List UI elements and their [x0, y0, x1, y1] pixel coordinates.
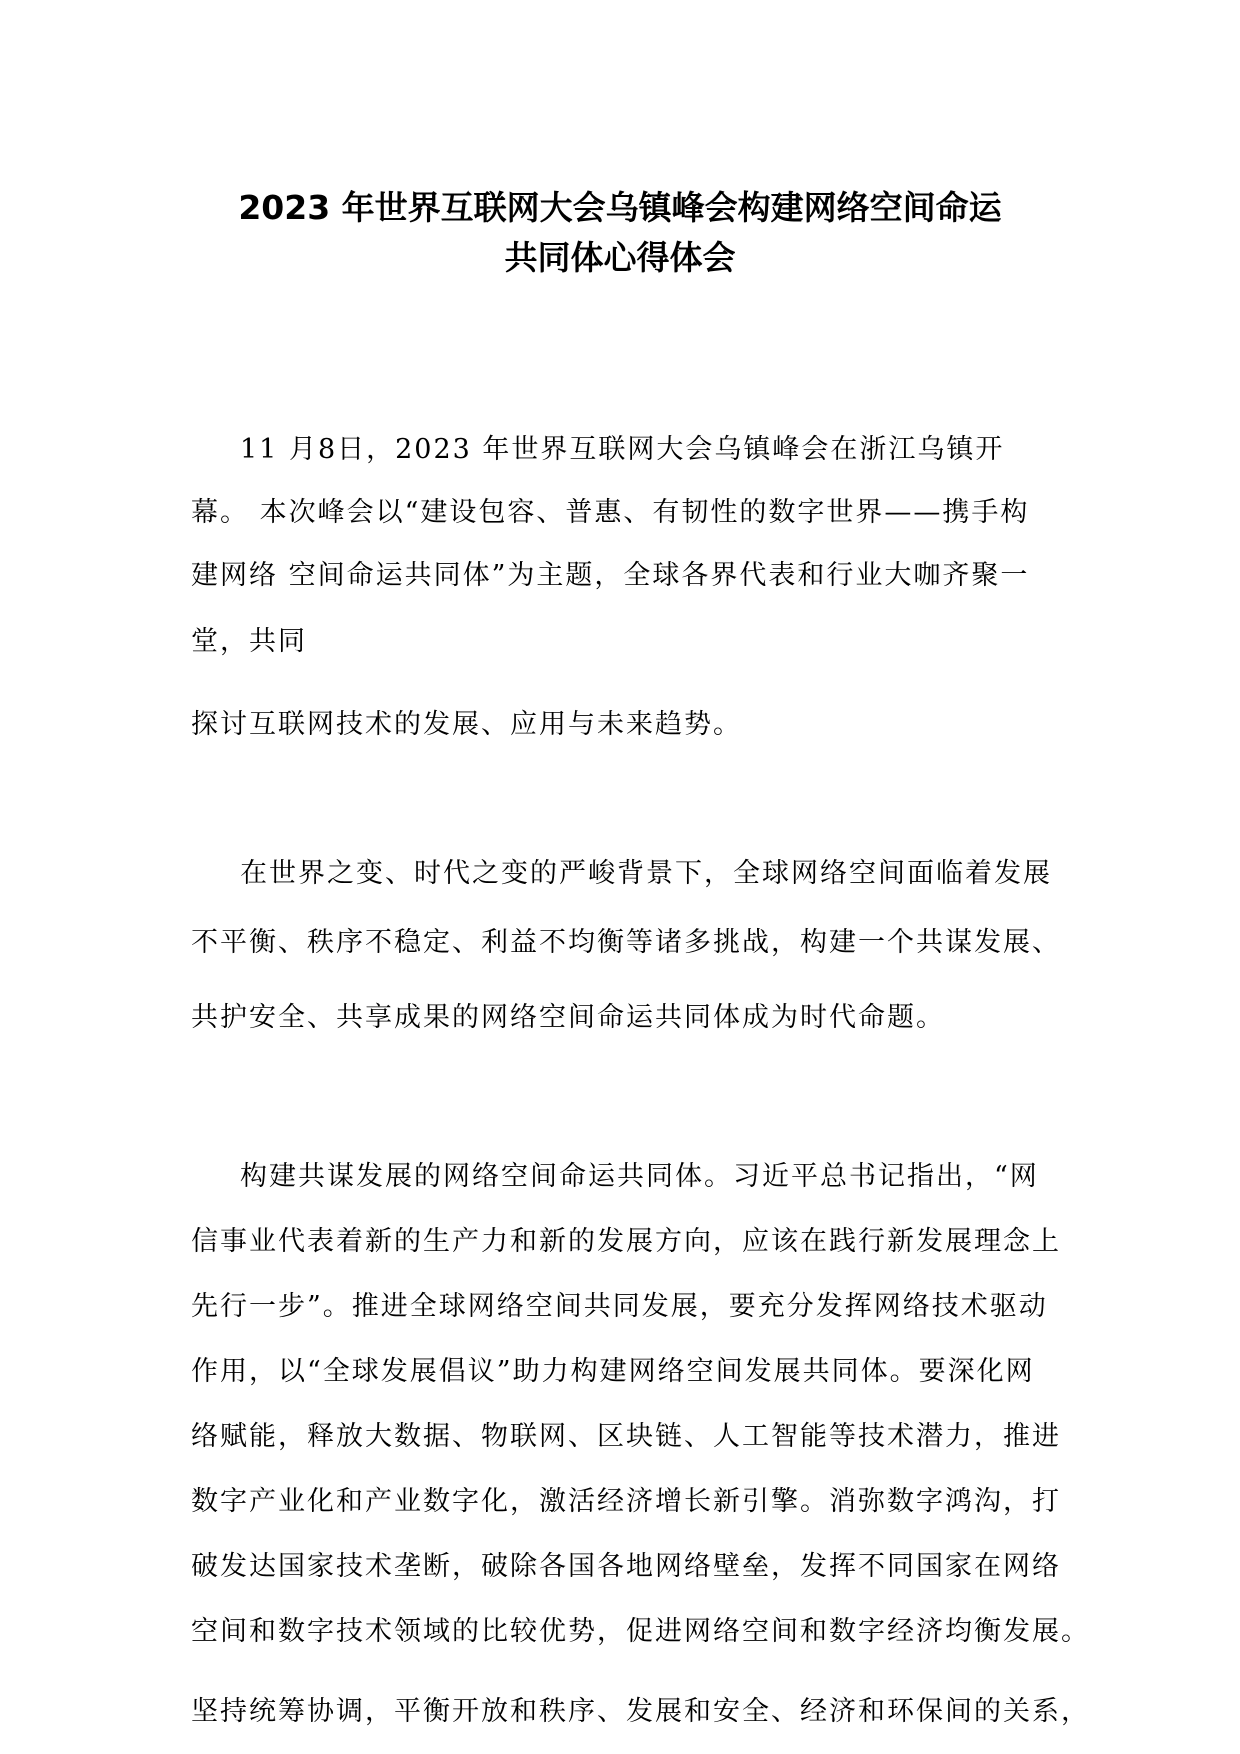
- paragraph-2-line-1: 在世界之变、时代之变的严峻背景下，全球网络空间面临着发展: [240, 858, 1052, 889]
- paragraph-3-line-2: 信事业代表着新的生产力和新的发展方向，应该在践行新发展理念上: [191, 1226, 1061, 1257]
- document-title-line-2: 共同体心得体会: [504, 238, 736, 277]
- paragraph-2-line-3: 共护安全、共享成果的网络空间命运共同体成为时代命题。: [191, 1002, 945, 1033]
- paragraph-3-line-8: 空间和数字技术领域的比较优势，促进网络空间和数字经济均衡发展。: [191, 1616, 1090, 1647]
- paragraph-3-line-1: 构建共谋发展的网络空间命运共同体。习近平总书记指出，“网: [240, 1161, 1039, 1192]
- paragraph-3-line-9: 坚持统筹协调，平衡开放和秩序、发展和安全、经济和环保间的关系，: [191, 1696, 1090, 1727]
- paragraph-3-line-6: 数字产业化和产业数字化，激活经济增长新引擎。消弥数字鸿沟，打: [191, 1486, 1061, 1517]
- paragraph-3-line-3: 先行一步”。推进全球网络空间共同发展，要充分发挥网络技术驱动: [191, 1291, 1048, 1322]
- paragraph-1-line-1: 11 月8日，2023 年世界互联网大会乌镇峰会在浙江乌镇开: [240, 434, 1005, 465]
- paragraph-3-line-5: 络赋能，释放大数据、物联网、区块链、人工智能等技术潜力，推进: [191, 1421, 1061, 1452]
- paragraph-1-line-5: 探讨互联网技术的发展、应用与未来趋势。: [191, 709, 742, 740]
- paragraph-1-line-3: 建网络 空间命运共同体”为主题，全球各界代表和行业大咖齐聚一: [191, 560, 1030, 591]
- paragraph-3-line-7: 破发达国家技术垄断，破除各国各地网络壁垒，发挥不同国家在网络: [191, 1551, 1061, 1582]
- document-title-line-1: 2023 年世界互联网大会乌镇峰会构建网络空间命运: [238, 188, 1002, 227]
- paragraph-3-line-4: 作用，以“全球发展倡议”助力构建网络空间发展共同体。要深化网: [191, 1356, 1035, 1387]
- paragraph-2-line-2: 不平衡、秩序不稳定、利益不均衡等诸多挑战，构建一个共谋发展、: [191, 927, 1061, 958]
- paragraph-1-line-4: 堂，共同: [191, 626, 307, 657]
- paragraph-1-line-2: 幕。 本次峰会以“建设包容、普惠、有韧性的数字世界——携手构: [191, 497, 1030, 528]
